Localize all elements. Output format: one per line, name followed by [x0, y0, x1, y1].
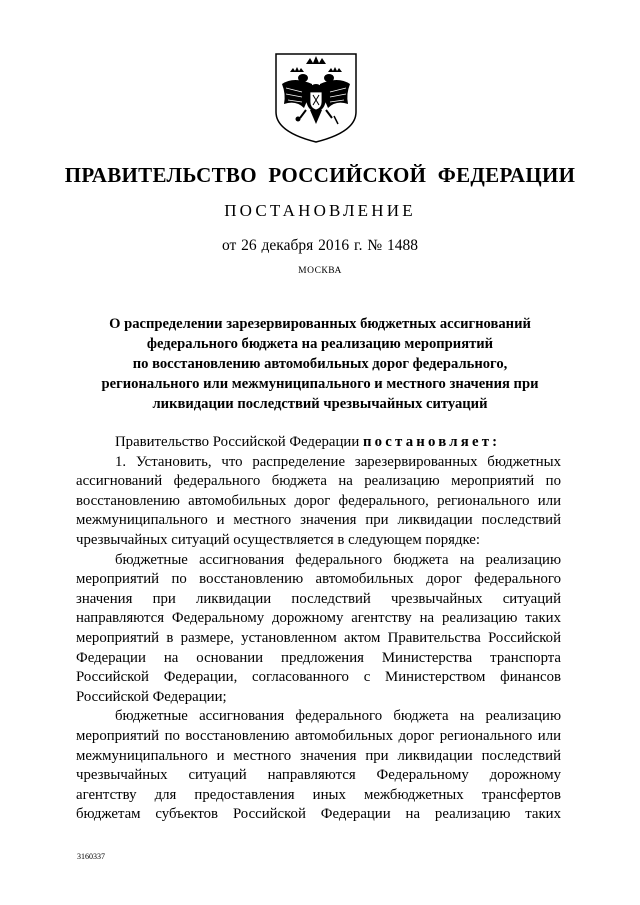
- body-line: Российской Федерации, согласованного с Министерством финансов: [76, 669, 561, 686]
- body-line: направляются Федеральному дорожному агентству на реализацию таких: [76, 610, 561, 627]
- body-line: мероприятий в размере, установленном актом Правительства Российской: [76, 629, 561, 646]
- date-and-number: от 26 декабря 2016 г. № 1488: [221, 237, 419, 254]
- body-line: мероприятий по восстановлению автомобильных дорог федерального: [76, 571, 561, 588]
- preamble: [76, 433, 561, 453]
- coat-of-arms-emblem: [272, 50, 360, 145]
- body-line: Российской Федерации;: [76, 688, 227, 705]
- subject-line: по восстановлению автомобильных дорог федерального,: [132, 356, 508, 372]
- subject-line: федерального бюджета на реализацию мероприятий: [146, 336, 494, 352]
- preamble-decree-word: постановляет:: [362, 434, 501, 450]
- preamble-text: Правительство Российской Федерации: [115, 434, 363, 450]
- body-line: чрезвычайных ситуаций осуществляется в следующем порядке:: [76, 531, 480, 548]
- government-title: ПРАВИТЕЛЬСТВО РОССИЙСКОЙ ФЕДЕРАЦИИ: [64, 163, 576, 187]
- body-line: Федерации на основании предложения Министерства транспорта: [76, 649, 561, 666]
- body-line: мероприятий по восстановлению автомобильных дорог регионального или: [76, 727, 561, 744]
- subject-line: О распределении зарезервированных бюджетных ассигнований: [109, 316, 531, 332]
- body-line: межмуниципального и местного значения при ликвидации последствий: [76, 747, 561, 764]
- body-line: восстановлению автомобильных дорог федерального, регионального или: [76, 492, 561, 509]
- resolution-subject: [78, 314, 562, 414]
- body-line: межмуниципального и местного значения при ликвидации последствий: [76, 512, 561, 529]
- document-code: 3160337: [77, 852, 105, 861]
- body-line: значения при ликвидации последствий чрезвычайных ситуаций: [76, 590, 561, 607]
- body-line: бюджетам субъектов Российской Федерации на реализацию таких: [76, 806, 561, 823]
- body-line: ассигнований федерального бюджета на реализацию мероприятий по: [76, 473, 561, 490]
- city-label: МОСКВА: [298, 266, 342, 276]
- document-type: ПОСТАНОВЛЕНИЕ: [224, 201, 416, 220]
- body-line: 1. Установить, что распределение зарезервированных бюджетных: [115, 453, 561, 470]
- body-line: бюджетные ассигнования федерального бюджета на реализацию: [115, 551, 561, 568]
- subject-line: ликвидации последствий чрезвычайных ситуаций: [152, 396, 488, 412]
- body-line: бюджетные ассигнования федерального бюджета на реализацию: [115, 708, 561, 725]
- resolution-body: [76, 433, 561, 825]
- body-line: агентству для предоставления иных межбюджетных трансфертов: [76, 786, 561, 803]
- subject-line: регионального или межмуниципального и местного значения при: [101, 376, 539, 392]
- body-line: чрезвычайных ситуаций направляются Федеральному дорожному: [76, 767, 561, 784]
